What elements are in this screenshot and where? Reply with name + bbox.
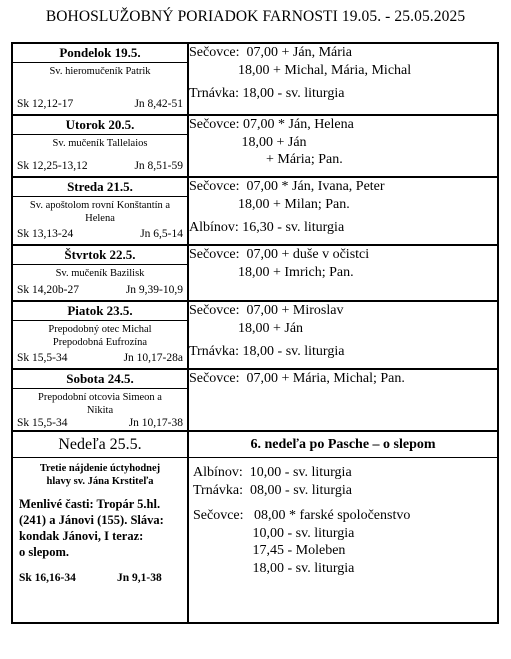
- variable-line: (241) a Jánovi (155). Sláva:: [19, 513, 164, 527]
- sunday-row: [12, 431, 498, 623]
- day-name: Pondelok 19.5.: [13, 44, 187, 63]
- reading-gospel: Jn 8,42-51: [134, 98, 183, 110]
- service-line: 17,45 - Moleben: [193, 543, 346, 558]
- reading-gospel: Jn 9,1-38: [117, 572, 162, 584]
- service-line: Sečovce: 07,00 * Ján, Ivana, Peter: [189, 179, 385, 194]
- saint-line: Prepodobná Eufrozína: [52, 337, 148, 348]
- day-name: Štvrtok 22.5.: [13, 246, 187, 265]
- reading-apostol: Sk 12,12-17: [17, 98, 74, 110]
- day-info-cell: [12, 43, 188, 115]
- day-row: [12, 301, 498, 369]
- service-line: Albínov: 10,00 - sv. liturgia: [193, 465, 352, 480]
- saint-line: Tretie nájdenie úctyhodnej: [39, 463, 161, 474]
- day-name: Streda 21.5.: [13, 178, 187, 197]
- day-row: [12, 43, 498, 115]
- saint-line: Sv. mučeník Tallelaios: [52, 138, 148, 149]
- services-cell: [188, 177, 498, 245]
- services-cell: [188, 245, 498, 301]
- sunday-name: Nedeľa 25.5.: [13, 432, 187, 458]
- saint-name: [13, 321, 187, 349]
- reading-gospel: Jn 10,17-28a: [123, 352, 183, 364]
- service-line: 18,00 + Milan; Pan.: [189, 196, 350, 212]
- service-line: 18,00 + Ján: [189, 320, 304, 336]
- service-line: Trnávka: 08,00 - sv. liturgia: [193, 482, 352, 498]
- sunday-services: [189, 458, 497, 577]
- saint-line: Sv. apoštolom rovní Konštantín a: [29, 200, 171, 211]
- readings: [13, 98, 187, 114]
- saint-line: Sv. hieromučeník Patrik: [49, 66, 151, 77]
- saint-name: [13, 63, 187, 78]
- day-row: [12, 177, 498, 245]
- day-info-cell: [12, 369, 188, 431]
- reading-apostol: Sk 15,5-34: [17, 417, 68, 429]
- services-cell: [188, 301, 498, 369]
- service-line: Trnávka: 18,00 - sv. liturgia: [189, 344, 345, 359]
- sunday-services-cell: [188, 431, 498, 623]
- sunday-feast: 6. nedeľa po Pasche – o slepom: [189, 432, 497, 458]
- day-row: [12, 369, 498, 431]
- service-line: Sečovce: 07,00 * Ján, Helena: [189, 117, 354, 132]
- service-line: Sečovce: 07,00 + Ján, Mária: [189, 45, 353, 60]
- variable-line: Menlivé časti: Tropár 5.hl.: [19, 497, 161, 511]
- saint-name: [13, 389, 187, 417]
- readings: [13, 352, 187, 368]
- service-line: [193, 499, 493, 507]
- variable-parts: [13, 488, 187, 560]
- sunday-info-cell: [12, 431, 188, 623]
- readings: [13, 284, 187, 300]
- readings: [13, 417, 187, 433]
- service-line: 10,00 - sv. liturgia: [193, 525, 355, 541]
- reading-apostol: Sk 16,16-34: [19, 572, 76, 584]
- day-info-cell: [12, 115, 188, 177]
- reading-gospel: Jn 9,39-10,9: [125, 284, 183, 296]
- saint-line: Nikita: [86, 405, 114, 416]
- page-title: BOHOSLUŽOBNÝ PORIADOK FARNOSTI 19.05. - 25.05.2025: [45, 8, 466, 25]
- saint-line: Prepodobní otcovia Simeon a: [38, 392, 162, 403]
- day-info-cell: [12, 177, 188, 245]
- service-line: Trnávka: 18,00 - sv. liturgia: [189, 86, 345, 101]
- day-info-cell: [12, 245, 188, 301]
- sunday-readings: [13, 560, 187, 584]
- saint-line: hlavy sv. Jána Krstiteľa: [46, 476, 154, 487]
- day-name: Piatok 23.5.: [13, 302, 187, 321]
- reading-apostol: Sk 14,20b-27: [17, 284, 79, 296]
- day-name: Utorok 20.5.: [13, 116, 187, 135]
- reading-gospel: Jn 8,51-59: [134, 160, 183, 172]
- reading-gospel: Jn 6,5-14: [140, 228, 183, 240]
- service-line: Albínov: 16,30 - sv. liturgia: [189, 220, 345, 235]
- reading-apostol: Sk 13,13-24: [17, 228, 74, 240]
- saint-line: Helena: [85, 213, 115, 224]
- service-line: Sečovce: 07,00 + duše v očistci: [189, 247, 370, 262]
- service-line: Sečovce: 07,00 + Mária, Michal; Pan.: [189, 371, 405, 386]
- day-row: [12, 115, 498, 177]
- services-cell: [188, 43, 498, 115]
- service-line: 18,00 + Ján: [189, 134, 307, 150]
- sunday-saint: [13, 458, 187, 488]
- saint-name: [13, 265, 187, 280]
- services-cell: [188, 369, 498, 431]
- variable-line: o slepom.: [19, 545, 69, 559]
- service-line: + Mária; Pan.: [189, 152, 343, 167]
- readings: [13, 160, 187, 176]
- readings: [13, 228, 187, 244]
- service-line: 18,00 + Imrich; Pan.: [189, 264, 354, 280]
- day-name: Sobota 24.5.: [13, 370, 187, 389]
- day-info-cell: [12, 301, 188, 369]
- service-line: 18,00 - sv. liturgia: [193, 560, 355, 576]
- saint-name: [13, 135, 187, 150]
- schedule-table: [11, 42, 499, 624]
- saint-name: [13, 197, 187, 225]
- reading-apostol: Sk 12,25-13,12: [17, 160, 88, 172]
- saint-line: Sv. mučeník Bazilisk: [55, 268, 145, 279]
- saint-line: Prepodobný otec Michal: [48, 324, 152, 335]
- day-row: [12, 245, 498, 301]
- reading-gospel: Jn 10,17-38: [128, 417, 183, 429]
- services-cell: [188, 115, 498, 177]
- service-line: Sečovce: 07,00 + Miroslav: [189, 303, 344, 318]
- service-line: Sečovce: 08,00 * farské spoločenstvo: [193, 508, 411, 523]
- reading-apostol: Sk 15,5-34: [17, 352, 68, 364]
- variable-line: kondak Jánovi, I teraz:: [19, 529, 144, 543]
- service-line: 18,00 + Michal, Mária, Michal: [189, 62, 412, 78]
